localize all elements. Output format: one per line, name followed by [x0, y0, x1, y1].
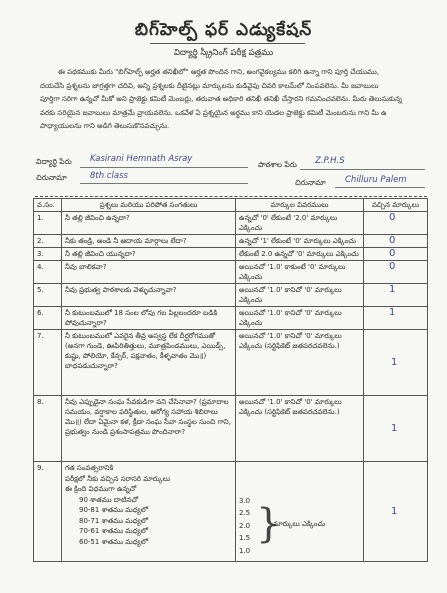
- form-subtitle: విద్యార్థి స్క్రీనింగ్ పరీక్ష పత్రము: [173, 48, 274, 58]
- row-question: నీవు బాలికవా?: [62, 261, 236, 284]
- row-question: నీ తల్లి జీవించి ఉన్నదా?: [62, 212, 236, 235]
- marks-scale: [239, 495, 360, 557]
- row-number: 4.: [34, 261, 62, 284]
- table-row: [34, 212, 428, 235]
- row-mark-input[interactable]: [364, 248, 428, 261]
- row9-range: 70-61 శాతము మధ్యలో: [79, 527, 148, 535]
- instruction-line: దయచేసి ప్రశ్నలను జాగ్రత్తగా చదివి, అన్ని ప్రశ్నలకు దీటైనట్లు మార్కులను కుడివైపు చివరి కాలమ్‌లో నింపవలెను. మీ జవాబులు: [40, 81, 379, 90]
- brace-icon: }: [256, 501, 282, 547]
- scale-value: 2.5: [239, 509, 251, 518]
- instructions: [40, 66, 428, 134]
- student-name-label: విద్యార్థి పేరు: [36, 157, 72, 166]
- row-mark-value: 0: [389, 248, 396, 259]
- scale-value: 1.0: [239, 546, 251, 555]
- table-row: [34, 396, 428, 462]
- row9-lead-line: పరీక్షలో నీకు వచ్చిన సరాసరి మార్కులు: [65, 474, 171, 483]
- address-value[interactable]: Chilluru Palem: [345, 175, 407, 185]
- row-mark-value: 1: [391, 422, 398, 434]
- table-row: [34, 462, 428, 562]
- scale-value: 3.0: [239, 497, 251, 505]
- row-criteria: ఉన్నచో '1' లేకుంటే '0' మార్కులు ఎక్కించు: [236, 235, 364, 248]
- row-mark-value: 0: [389, 212, 396, 223]
- table-row: [34, 261, 428, 284]
- scale-value: 2.0: [239, 521, 251, 530]
- row-mark-input[interactable]: [364, 235, 428, 248]
- school-name-label: పాఠశాల పేరు: [258, 160, 297, 169]
- instruction-line: ఈ పథకముకు మీరు "బిగ్‌హెల్ప్ అర్హత తనిఖీలో" అర్హత పొందిన గాని, అంగవైకల్యము కలిగి ఉన్నా గాని పూర్తి చేయుము,: [58, 68, 380, 76]
- table-row: [34, 330, 428, 396]
- address-label: చిరునామా: [295, 178, 326, 187]
- row-mark-value: 0: [389, 261, 396, 272]
- row-mark-value: 1: [389, 284, 396, 295]
- row9-range: 60-51 శాతము మధ్యలో: [79, 537, 148, 546]
- school-underline: [300, 169, 425, 170]
- row-mark-input[interactable]: [364, 396, 428, 462]
- row-mark-input[interactable]: [364, 284, 428, 307]
- row-mark-value: 1: [391, 505, 398, 517]
- row-number: 5.: [34, 284, 62, 307]
- form-title: బిగ్‌హెల్ప్ ఫర్ ఎడ్యుకేషన్: [134, 20, 313, 40]
- name-underline: [80, 167, 248, 168]
- table-row: [34, 307, 428, 330]
- row-question: నీ కుటుంబములో 18 సంల లోపు గల పిల్లలందరూ బడికి పోవుచున్నారా?: [62, 307, 236, 330]
- cut-line: [35, 196, 427, 197]
- row9-range: 80-71 శాతము మధ్యలో: [79, 516, 148, 525]
- row-mark-input[interactable]: [364, 261, 428, 284]
- row-mark-value: 1: [391, 356, 398, 368]
- row-number: 3.: [34, 248, 62, 261]
- row-criteria: ఉన్నచో '0' లేకుంటే '2.0' మార్కులు ఎక్కించు: [236, 212, 364, 235]
- row-criteria: అయినచో '1.0' కాకుంటే '0' మార్కులు ఎక్కించు: [236, 261, 364, 284]
- row9-range: 90-81 శాతము మధ్యలో: [79, 506, 148, 514]
- col-header-marks: వచ్చిన మార్కులు: [364, 199, 428, 212]
- row9-lead-line: ఈ క్రింది విధముగా ఉన్నచో: [65, 485, 137, 493]
- row-question: నీవు ప్రభుత్వ పాఠశాలకు వెళ్ళుచున్నావా?: [62, 284, 236, 307]
- table-row: [34, 284, 428, 307]
- instruction-line: పూర్తిగా సరిగా ఉన్నచో మీకో అని ప్రాజెక్టు కమిటీ మెంబర్లు, తరువాత అధికారి తనిఖీ తనిఖీ చేస్తారని గమనించవలెను. మీరు తెలుసుకున్న: [40, 95, 402, 103]
- row-mark-input[interactable]: [364, 462, 428, 562]
- row-question: నీ తల్లి జీవించి యున్నదా?: [62, 248, 236, 261]
- col-header-questions: ప్రశ్నలు మరియు పరిపోత సంగతులు: [62, 199, 236, 212]
- row-question: నీ కుటుంబములో ఎవరైన తీవ్ర అస్వస్థ లేక దీర్ఘరోగముతో (అనగా గుండె, ఊపిరితిత్తులు, మూత్రపిండములు, ఎయిడ్స్, కుష్టు, పోలియో, కేన్సర్, పక్షవాతం, కీళ్ళవాతం మొ॥) బాధపడుచున్నారా?: [62, 330, 236, 396]
- class-value[interactable]: 8th class: [90, 171, 128, 181]
- row-question: [62, 462, 236, 562]
- col-header-criteria: మార్కుల వివరములు: [236, 199, 364, 212]
- row9-range: 90 శాతము దాటినచో: [79, 495, 139, 504]
- address-underline: [335, 187, 425, 188]
- row-question: నీవు ఎప్పుడైనా సంఘ సేవకుడిగా పని చేసినావా? (ప్రమాదాల సమయం, వర్షాకాల పరిస్థితుల, ఆరోగ్య సహాయ శిబిరాలు మొ॥) లేదా ఏమైనా కళ, క్రీడా సంఘ సేవా సంస్థల సుంచి గాని, ప్రభుత్వం నుండి ప్రశంసాపత్రము పొందినారా?: [62, 396, 236, 462]
- row-number: 7.: [34, 330, 62, 396]
- row-number: 2.: [34, 235, 62, 248]
- scale-value: 1.5: [239, 534, 251, 543]
- row-number: 8.: [34, 396, 62, 462]
- row-mark-input[interactable]: [364, 307, 428, 330]
- class-underline: [80, 183, 248, 184]
- table-row: [34, 235, 428, 248]
- instruction-line: పాధ్యాయులను గాని అడిగి తెలుసుకొనవచ్చును.: [40, 122, 170, 130]
- row-criteria: అయినచో '1.0' కానిచో '0' మార్కులు ఎక్కించు: [236, 307, 364, 330]
- row-criteria: అయినచో '1.0' కానిచో '0' మార్కులు ఎక్కించు (సర్టిఫికెట్ జతపరచవలెను.): [236, 330, 364, 396]
- instruction-line: వరకు సరియైన జవాబులు మాత్రమే వ్రాయవలెను. ఒకవేళ ఏ ప్రశ్నయైన అర్థము కాని యెడల ప్రాజెక్టు కమిటీ మెంబరును గాని మీ ఉ: [40, 108, 387, 117]
- row-number: 9.: [34, 462, 62, 562]
- student-name-value[interactable]: Kasirani Hemnath Asray: [90, 154, 193, 164]
- title-underline: [150, 43, 305, 44]
- row-criteria: అయినచో '1.0' కానిచో '0' మార్కులు ఎక్కించు (సర్టిఫికెట్ జతపరచవలెను.): [236, 396, 364, 462]
- row-mark-value: 1: [389, 307, 396, 318]
- row-number: 6.: [34, 307, 62, 330]
- table-row: [34, 248, 428, 261]
- row-question: నీకు తండ్రి, అండి నీ ఆదాయ మార్గాలు లేదా?: [62, 235, 236, 248]
- school-name-value[interactable]: Z.P.H.S: [315, 156, 345, 166]
- row9-criteria: మార్కులు ఎక్కించు: [273, 520, 326, 528]
- table-header-row: [34, 199, 428, 212]
- class-label: చిరునామా: [36, 173, 67, 182]
- row9-lead-line: గత సంవత్సరానికి: [65, 464, 114, 472]
- row-mark-input[interactable]: [364, 212, 428, 235]
- row-number: 1.: [34, 212, 62, 235]
- row-mark-value: 0: [389, 235, 396, 246]
- row-criteria: అయినచో '1.0' కానిచో '0' మార్కులు ఎక్కించు: [236, 284, 364, 307]
- row-criteria: లేకుంటే 2.0 ఉన్నచో '0' మార్కులు ఎక్కించు: [236, 248, 364, 261]
- row-mark-input[interactable]: [364, 330, 428, 396]
- row-criteria: [236, 462, 364, 562]
- col-header-serial: వ.సం.: [34, 199, 62, 212]
- screening-table: [33, 198, 428, 562]
